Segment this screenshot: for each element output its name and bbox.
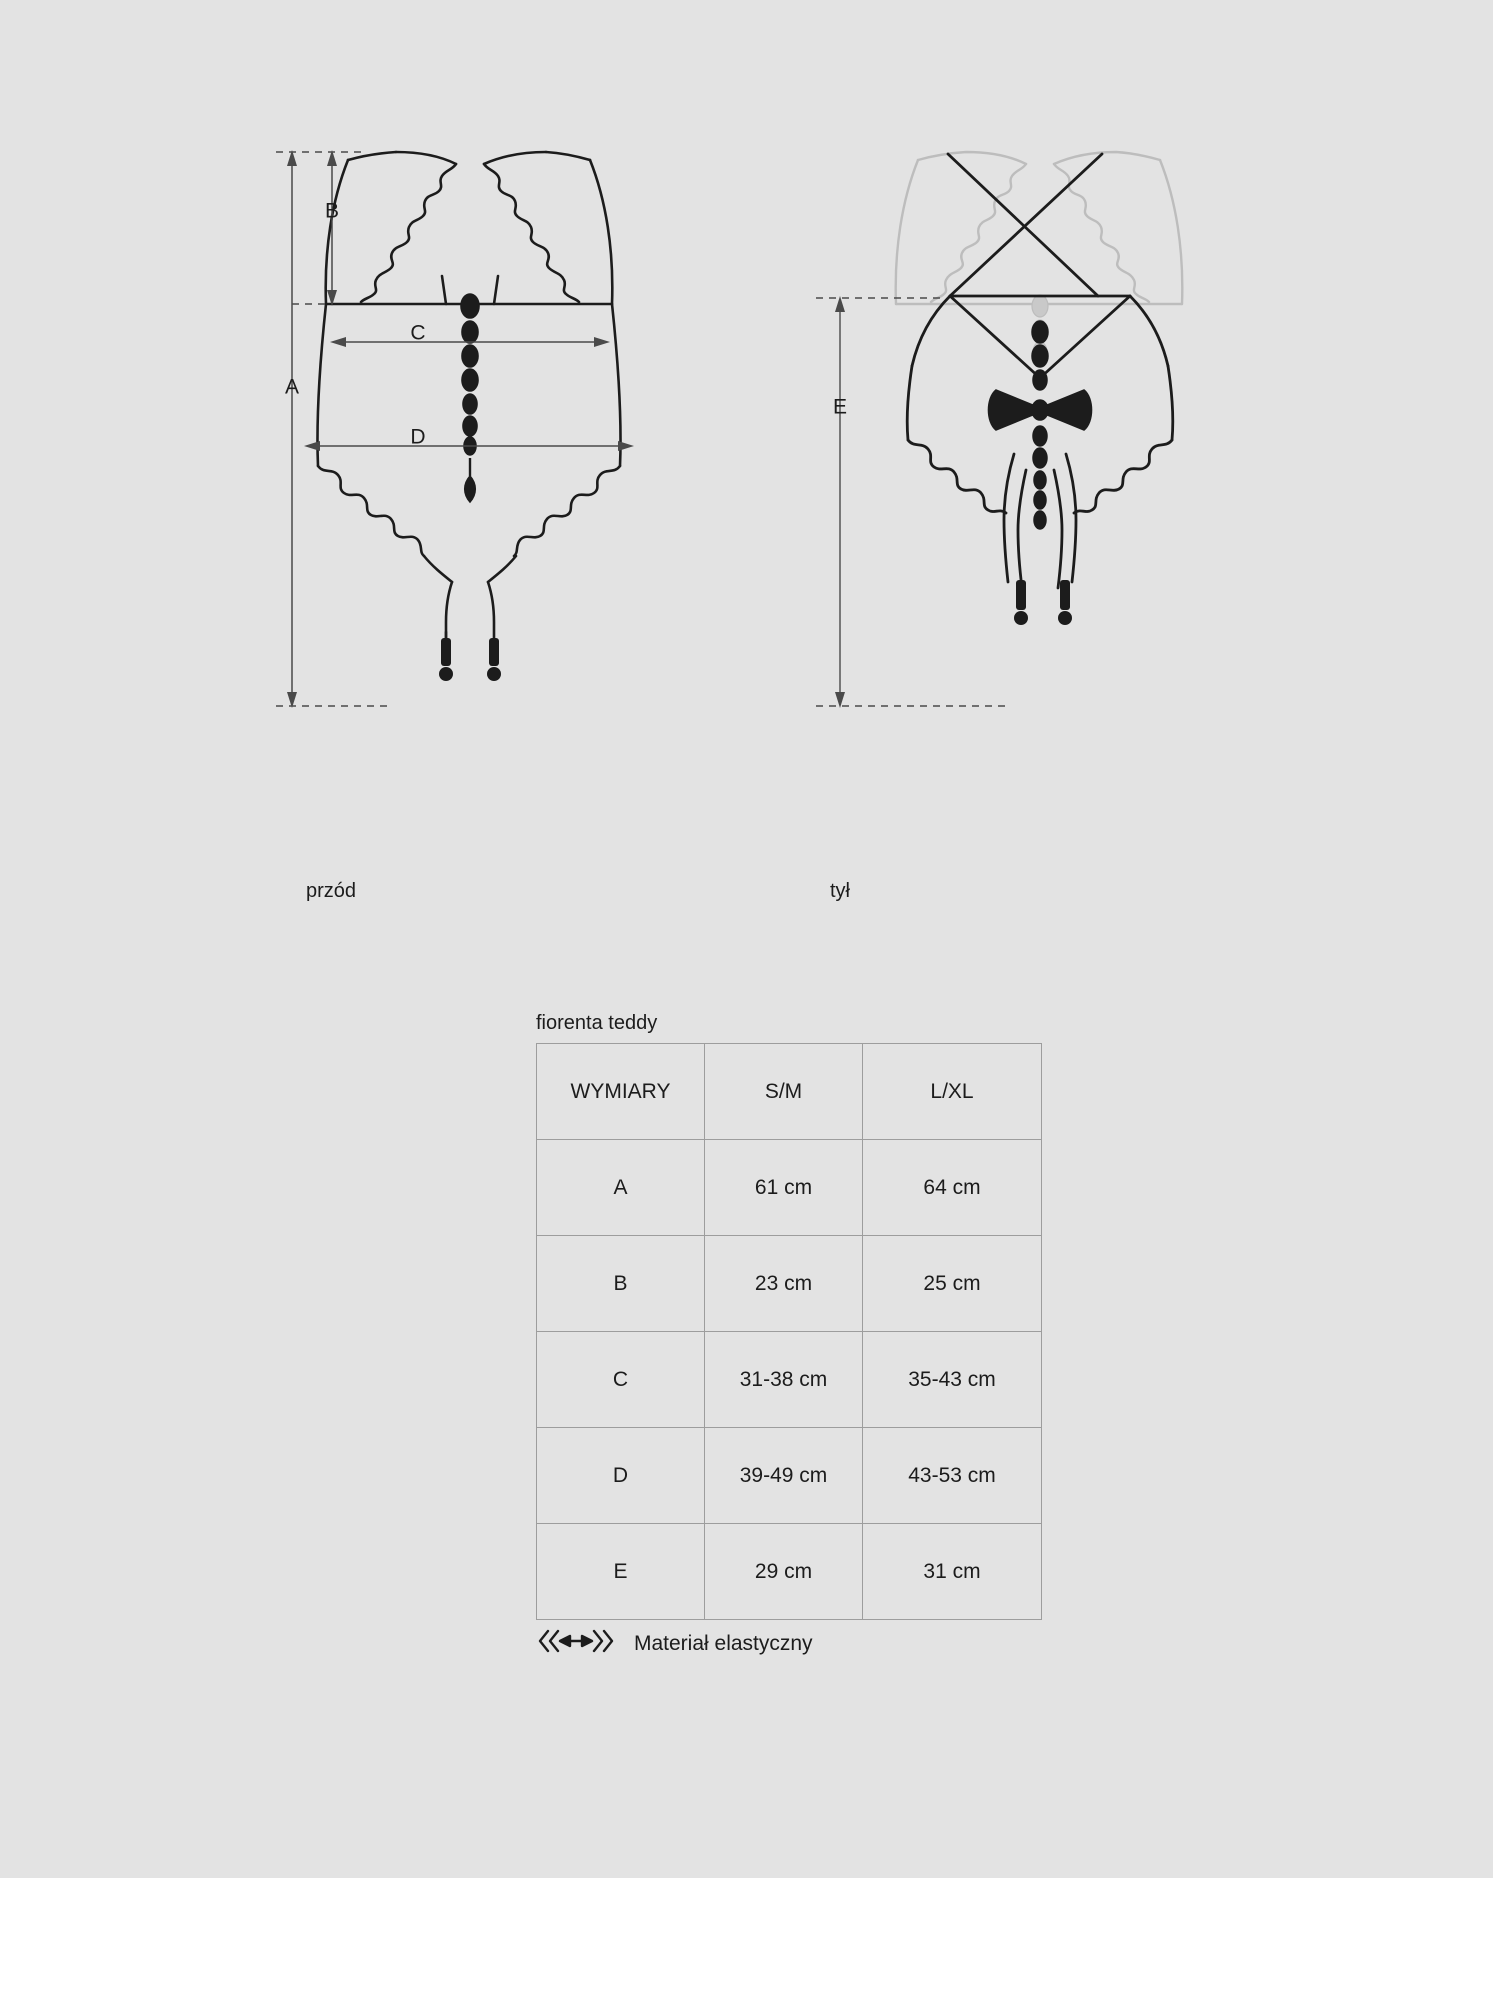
row-b-lxl: 25 cm xyxy=(863,1236,1042,1332)
row-b-sm: 23 cm xyxy=(705,1236,863,1332)
table-header-dimensions: WYMIARY xyxy=(537,1044,705,1140)
dimension-label-a: A xyxy=(284,375,300,399)
dimension-label-b: B xyxy=(324,199,340,223)
size-chart-table xyxy=(536,1043,1042,1620)
row-label-e: E xyxy=(537,1524,705,1620)
row-c-sm: 31-38 cm xyxy=(705,1332,863,1428)
front-view-technical-drawing xyxy=(270,140,750,790)
dimension-label-d: D xyxy=(410,425,426,449)
legend xyxy=(536,1627,813,1660)
table-header-row xyxy=(537,1044,1042,1140)
row-e-sm: 29 cm xyxy=(705,1524,863,1620)
row-a-sm: 61 cm xyxy=(705,1140,863,1236)
row-c-lxl: 35-43 cm xyxy=(863,1332,1042,1428)
row-label-c: C xyxy=(537,1332,705,1428)
table-row xyxy=(537,1428,1042,1524)
back-view-caption: tył xyxy=(830,880,850,902)
row-e-lxl: 31 cm xyxy=(863,1524,1042,1620)
table-header-sm: S/M xyxy=(705,1044,863,1140)
table-header-lxl: L/XL xyxy=(863,1044,1042,1140)
row-a-lxl: 64 cm xyxy=(863,1140,1042,1236)
back-view-technical-drawing xyxy=(810,140,1240,790)
table-row xyxy=(537,1236,1042,1332)
dimension-label-c: C xyxy=(410,321,426,345)
legend-label: Materiał elastyczny xyxy=(634,1631,813,1655)
table-row xyxy=(537,1140,1042,1236)
elastic-arrows-icon xyxy=(536,1627,616,1660)
footer-whitespace xyxy=(0,1878,1493,2000)
row-label-b: B xyxy=(537,1236,705,1332)
dimension-label-e: E xyxy=(832,395,848,419)
table-row xyxy=(537,1524,1042,1620)
row-d-sm: 39-49 cm xyxy=(705,1428,863,1524)
table-row xyxy=(537,1332,1042,1428)
row-d-lxl: 43-53 cm xyxy=(863,1428,1042,1524)
product-name-title: fiorenta teddy xyxy=(536,1012,658,1034)
row-label-a: A xyxy=(537,1140,705,1236)
front-view-caption: przód xyxy=(306,880,357,902)
row-label-d: D xyxy=(537,1428,705,1524)
